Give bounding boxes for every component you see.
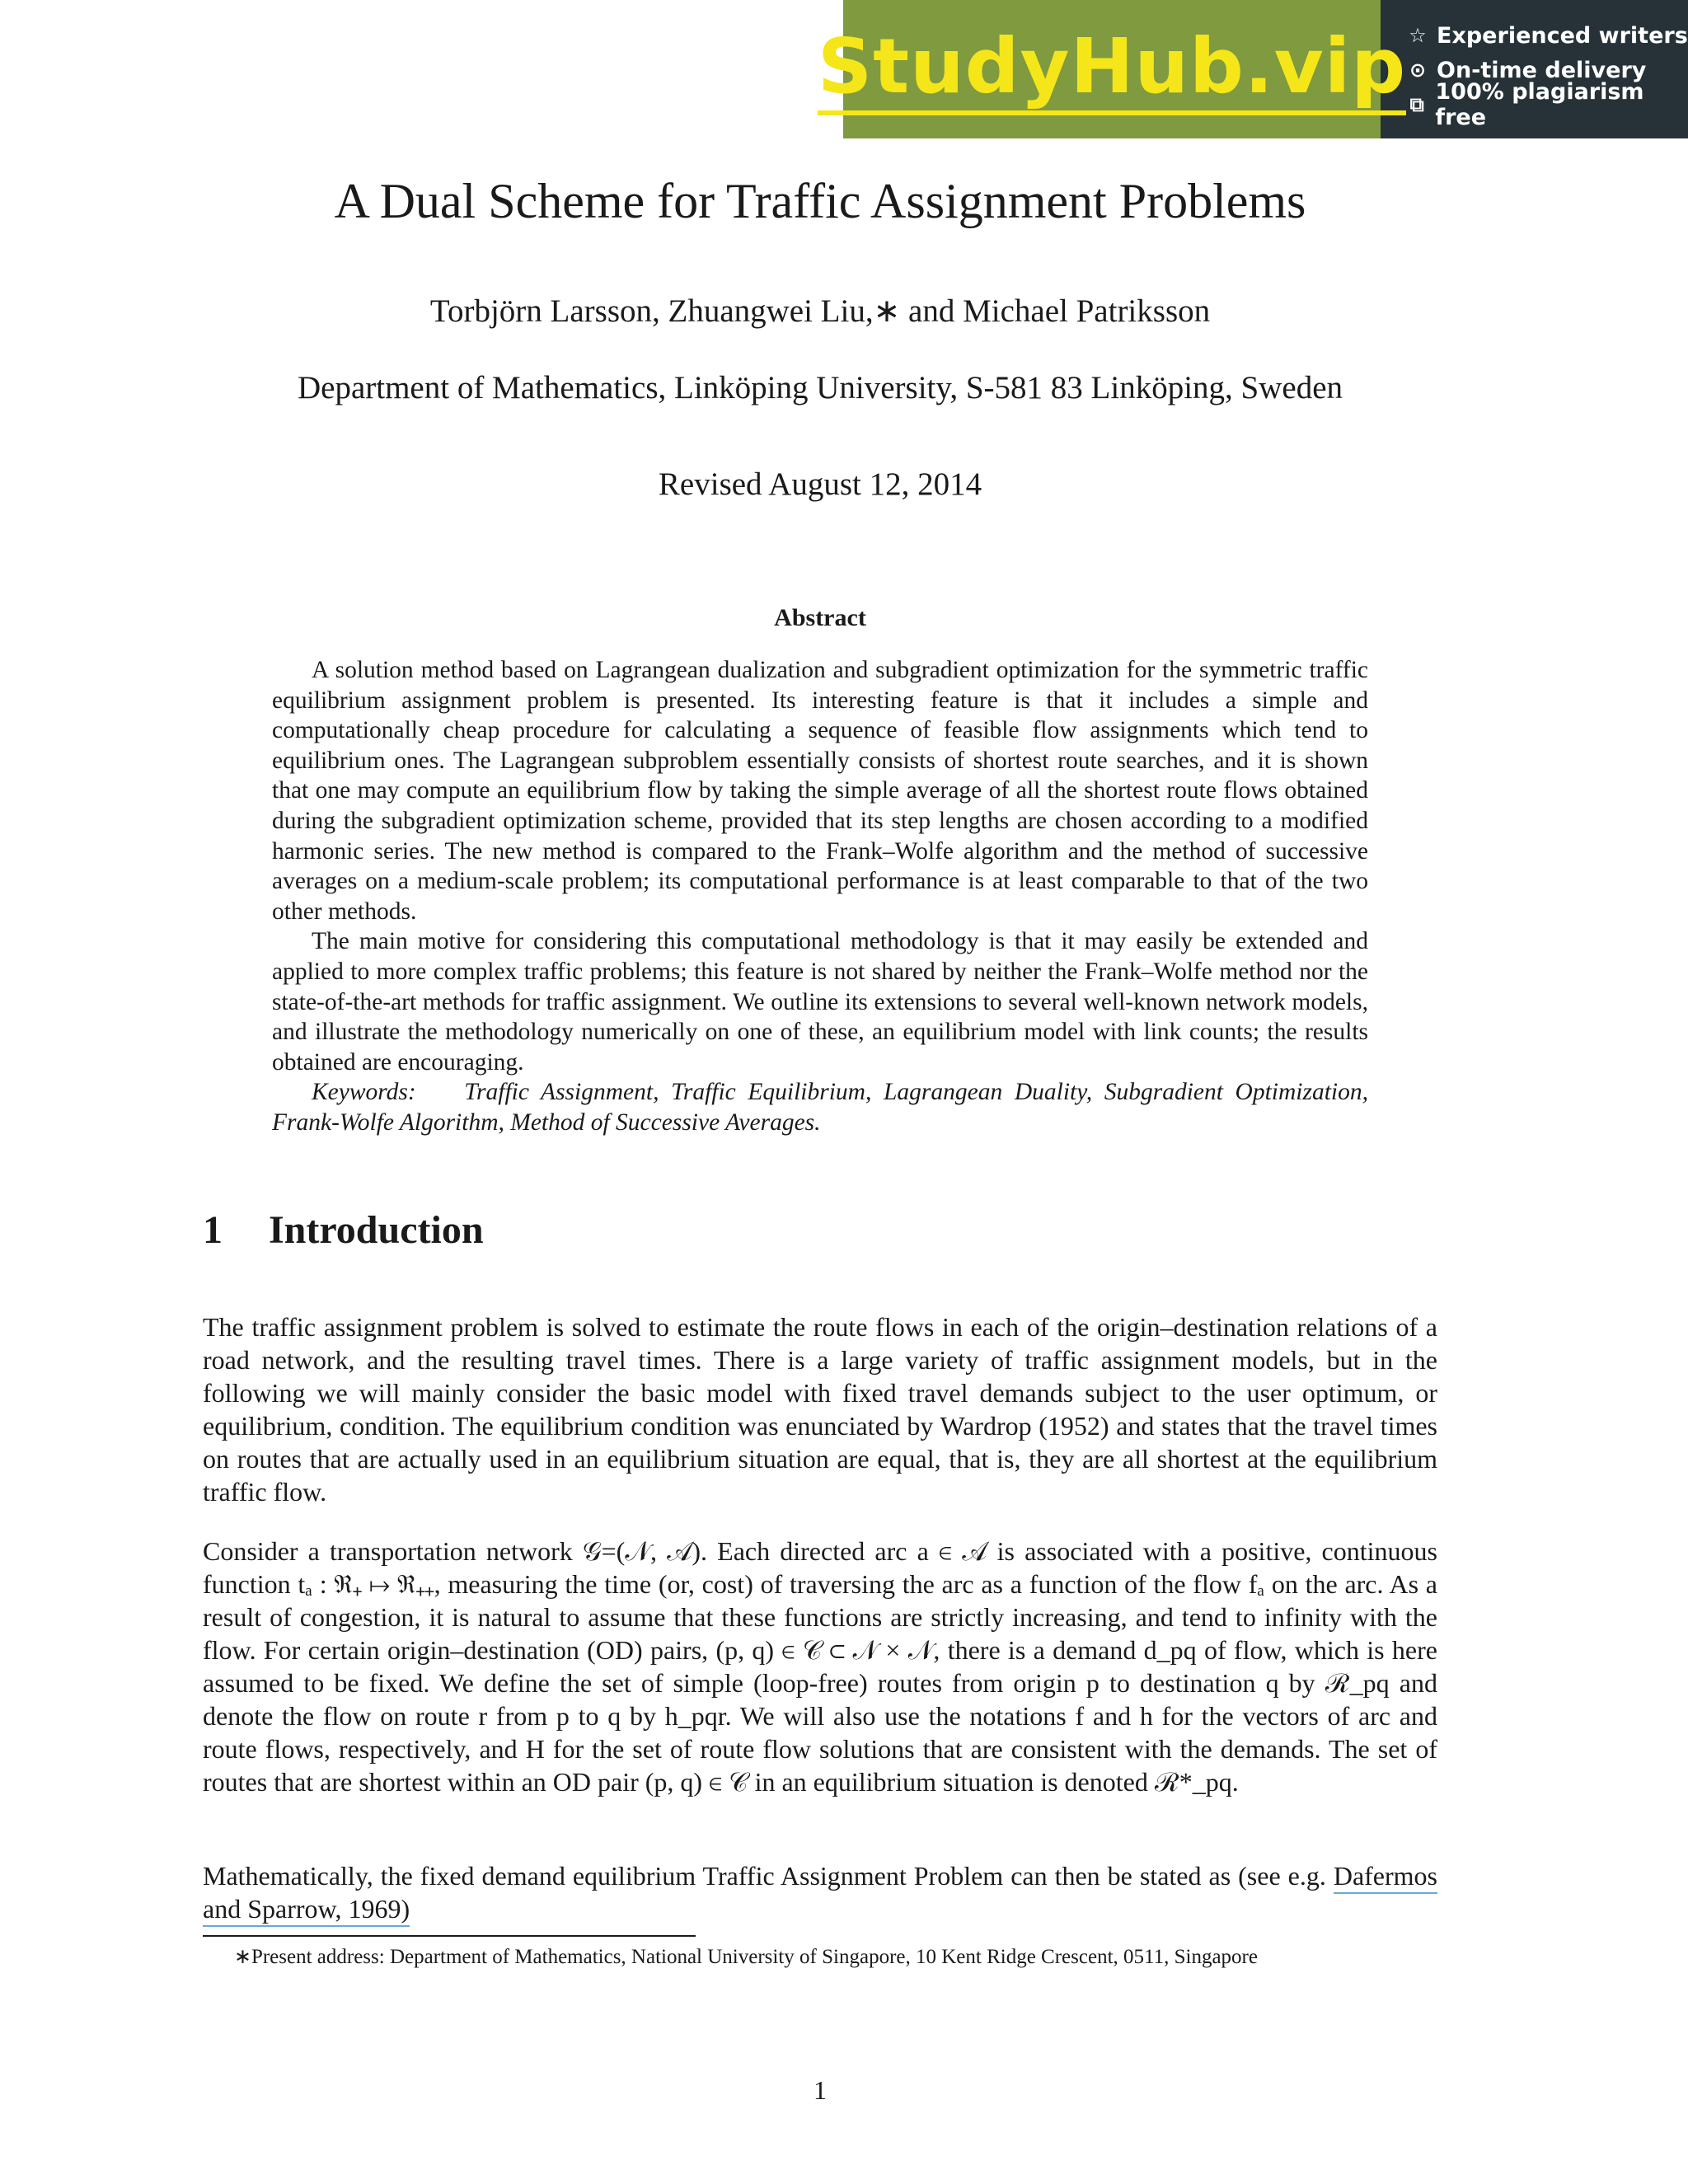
- abstract-paragraph-1: A solution method based on Lagrangean dualization and subgradient optimization for the symmetric traffic equilibrium assignment problem is presented. Its interesting feature is that it includes a simple and computationally cheap procedure for calculating a sequence of feasible flow assignments which tend to equilibrium ones. The Lagrangean subproblem essentially consists of shortest route searches, and it is shown that one may compute an equilibrium flow by taking the simple average of all the shortest route flows obtained during the subgradient optimization scheme, provided that its step lengths are chosen according to a modified harmonic series. The new method is compared to the Frank–Wolfe algorithm and the method of successive averages on a medium-scale problem; its computational performance is at least comparable to that of the two other methods.: [272, 657, 1368, 925]
- section-heading: [203, 1207, 484, 1253]
- star-outline-icon: ☆: [1409, 24, 1427, 47]
- intro-paragraph-2: Consider a transportation network 𝒢=(𝒩, 𝒜). Each directed arc a ∈ 𝒜 is associated with a positive, continuous function tₐ : ℜ₊ ↦ ℜ₊₊, measuring the time (or, cost) of traversing the arc as a function of the flow fₐ on the arc. As a result of congestion, it is natural to assume that these functions are strictly increasing, and tend to infinity with the flow. For certain origin–destination (OD) pairs, (p, q) ∈ 𝒞 ⊂ 𝒩 × 𝒩, there is a demand d_pq of flow, which is here assumed to be fixed. We define the set of simple (loop-free) routes from origin p to destination q by ℛ_pq and denote the flow on route r from p to q by h_pqr. We will also use the notations f and h for the vectors of arc and route flows, respectively, and H for the set of route flow solutions that are consistent with the demands. The set of routes that are shortest within an OD pair (p, q) ∈ 𝒞 in an equilibrium situation is denoted ℛ*_pq.: [203, 1536, 1437, 1797]
- abstract-body: [272, 655, 1368, 1138]
- ad-banner[interactable]: [817, 0, 1688, 138]
- banner-features: [1381, 0, 1688, 138]
- intro-paragraph-1: The traffic assignment problem is solved to estimate the route flows in each of the origin–destination relations of a road network, and the resulting travel times. There is a large variety of traffic assignment models, but in the following we will mainly consider the basic model with fixed travel demands subject to the user optimum, or equilibrium, condition. The equilibrium condition was enunciated by Wardrop (1952) and states that the travel times on routes that are actually used in an equilibrium situation are equal, that is, they are all shortest at the equilibrium traffic flow.: [203, 1312, 1437, 1507]
- studyhub-logo[interactable]: [818, 22, 1406, 110]
- keywords-line: [272, 1077, 1368, 1137]
- feature-label: 100% plagiarism free: [1435, 79, 1644, 130]
- intro-paragraph-3: [203, 1859, 1437, 1925]
- section-title: Introduction: [269, 1208, 484, 1252]
- keywords-label: Keywords:: [312, 1079, 416, 1106]
- citation-link[interactable]: Dafermos and Sparrow, 1969): [203, 1861, 1437, 1927]
- footnote-rule: [203, 1935, 696, 1937]
- feature-label: On-time delivery: [1437, 57, 1647, 83]
- copy-icon: ⧉: [1409, 93, 1424, 116]
- feature-label: Experienced writers: [1437, 22, 1688, 49]
- paper-authors: Torbjörn Larsson, Zhuangwei Liu,∗ and Michael Patriksson: [429, 293, 1211, 329]
- banner-logo-panel[interactable]: [817, 0, 1407, 138]
- abstract-paragraph-2: The main motive for considering this computational methodology is that it may easily be extended and applied to more complex traffic problems; this feature is not shared by neither the Frank–Wolfe method nor the state-of-the-art methods for traffic assignment. We outline its extensions to several well-known network models, and illustrate the methodology numerically on one of these, an equilibrium model with link counts; the results obtained are encouraging.: [272, 928, 1368, 1076]
- feature-plagiarism-free: [1405, 79, 1688, 130]
- logo-underline: [818, 110, 1406, 115]
- keywords-list: Traffic Assignment, Traffic Equilibrium, Lagrangean Duality, Subgradient Optimization, Frank-Wolfe Algorithm, Method of Successive Averages.: [272, 1079, 1368, 1136]
- clock-icon: ⊙: [1409, 59, 1427, 82]
- paper-date: Revised August 12, 2014: [658, 466, 982, 502]
- paper-title: A Dual Scheme for Traffic Assignment Problems: [334, 174, 1306, 228]
- section-number: 1: [203, 1208, 223, 1252]
- intro-paragraph-3-text: Mathematically, the fixed demand equilibrium Traffic Assignment Problem can then be stated as (see e.g.: [203, 1861, 1334, 1891]
- abstract-heading: Abstract: [774, 604, 866, 631]
- logo-text: StudyHub.vip: [817, 21, 1407, 110]
- paper-affiliation: Department of Mathematics, Linköping University, S-581 83 Linköping, Sweden: [297, 370, 1343, 405]
- footnote: ∗Present address: Department of Mathematics, National University of Singapore, 10 Kent Ridge Crescent, 0511, Singapore: [234, 1946, 1258, 1968]
- page-number: 1: [814, 2075, 827, 2105]
- feature-experienced-writers: [1405, 18, 1688, 53]
